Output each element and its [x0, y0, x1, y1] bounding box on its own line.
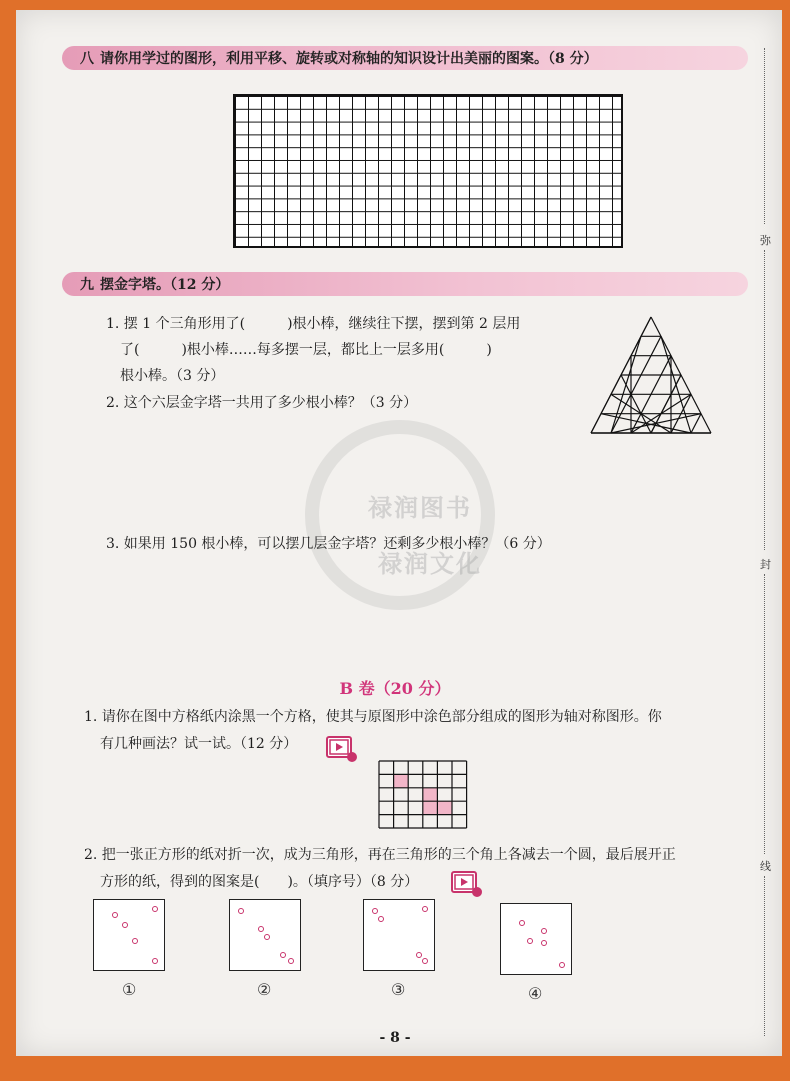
question-9-1-line-3: 根小棒。（3 分） [120, 368, 225, 384]
option-1-square[interactable] [93, 899, 165, 971]
pyramid-figure [588, 314, 714, 436]
watermark-text-2: 禄润文化 [378, 550, 482, 578]
section-8-number: 八 [80, 51, 94, 67]
cut-hole [132, 938, 138, 944]
question-9-1-line-2: 了( )根小棒……每多摆一层，都比上一层多用( ) [120, 342, 492, 358]
seal-dotted-line [764, 250, 765, 550]
section-8-header [62, 46, 748, 70]
shaded-cell [423, 788, 438, 801]
cut-hole [238, 908, 244, 914]
cut-hole [422, 958, 428, 964]
question-b-2-line-2: 方形的纸，得到的图案是( )。（填序号）（8 分） [100, 874, 419, 890]
shaded-cell [437, 801, 452, 814]
cut-hole [541, 928, 547, 934]
seal-char-1: 弥 [760, 234, 771, 247]
symmetry-grid[interactable] [378, 760, 468, 830]
question-9-1-line-1: 1. 摆 1 个三角形用了( )根小棒，继续往下摆，摆到第 2 层用 [106, 316, 521, 332]
option-4-square[interactable] [500, 903, 572, 975]
cut-hole [519, 920, 525, 926]
watermark-text-1: 禄润图书 [368, 494, 472, 522]
cut-hole [152, 906, 158, 912]
cut-hole [264, 934, 270, 940]
cut-hole [559, 962, 565, 968]
option-2-label: ② [257, 980, 272, 999]
question-b-1-line-2: 有几种画法？试一试。（12 分） [100, 736, 298, 752]
page-number: - 8 - [379, 1030, 411, 1046]
option-1-label: ① [122, 980, 137, 999]
cut-hole [288, 958, 294, 964]
cut-hole [378, 916, 384, 922]
section-8-title: 请你用学过的图形，利用平移、旋转或对称轴的知识设计出美丽的图案。（8 分） [100, 51, 598, 67]
section-9-header [62, 272, 748, 296]
cut-hole [527, 938, 533, 944]
cut-hole [112, 912, 118, 918]
seal-dotted-line [764, 574, 765, 854]
seal-char-3: 线 [760, 860, 771, 873]
video-play-icon[interactable] [326, 735, 358, 763]
option-4-label: ④ [528, 984, 543, 1003]
cut-hole [422, 906, 428, 912]
shaded-cell [423, 801, 438, 814]
seal-dotted-line [764, 48, 765, 224]
cut-hole [416, 952, 422, 958]
cut-hole [122, 922, 128, 928]
option-3-label: ③ [391, 980, 406, 999]
cut-hole [280, 952, 286, 958]
question-9-3: 3. 如果用 150 根小棒，可以摆几层金字塔？还剩多少根小棒？（6 分） [106, 536, 551, 552]
cut-hole [258, 926, 264, 932]
cut-hole [152, 958, 158, 964]
question-b-2-line-1: 2. 把一张正方形的纸对折一次，成为三角形，再在三角形的三个角上各减去一个圆，最后展开正 [84, 847, 676, 863]
question-9-2: 2. 这个六层金字塔一共用了多少根小棒？（3 分） [106, 395, 418, 411]
question-b-1-line-1: 1. 请你在图中方格纸内涂黑一个方格，使其与原图形中涂色部分组成的图形为轴对称图形。你 [84, 709, 662, 725]
part-b-heading: B 卷（20 分） [339, 679, 451, 698]
option-2-square[interactable] [229, 899, 301, 971]
cut-hole [541, 940, 547, 946]
video-play-icon[interactable] [451, 870, 483, 898]
option-3-square[interactable] [363, 899, 435, 971]
shaded-cell [394, 774, 409, 787]
section-9-title: 摆金字塔。（12 分） [100, 277, 230, 293]
design-grid-paper[interactable] [233, 94, 623, 248]
seal-dotted-line [764, 876, 765, 1036]
section-9-number: 九 [80, 277, 94, 293]
seal-char-2: 封 [760, 558, 771, 571]
cut-hole [372, 908, 378, 914]
